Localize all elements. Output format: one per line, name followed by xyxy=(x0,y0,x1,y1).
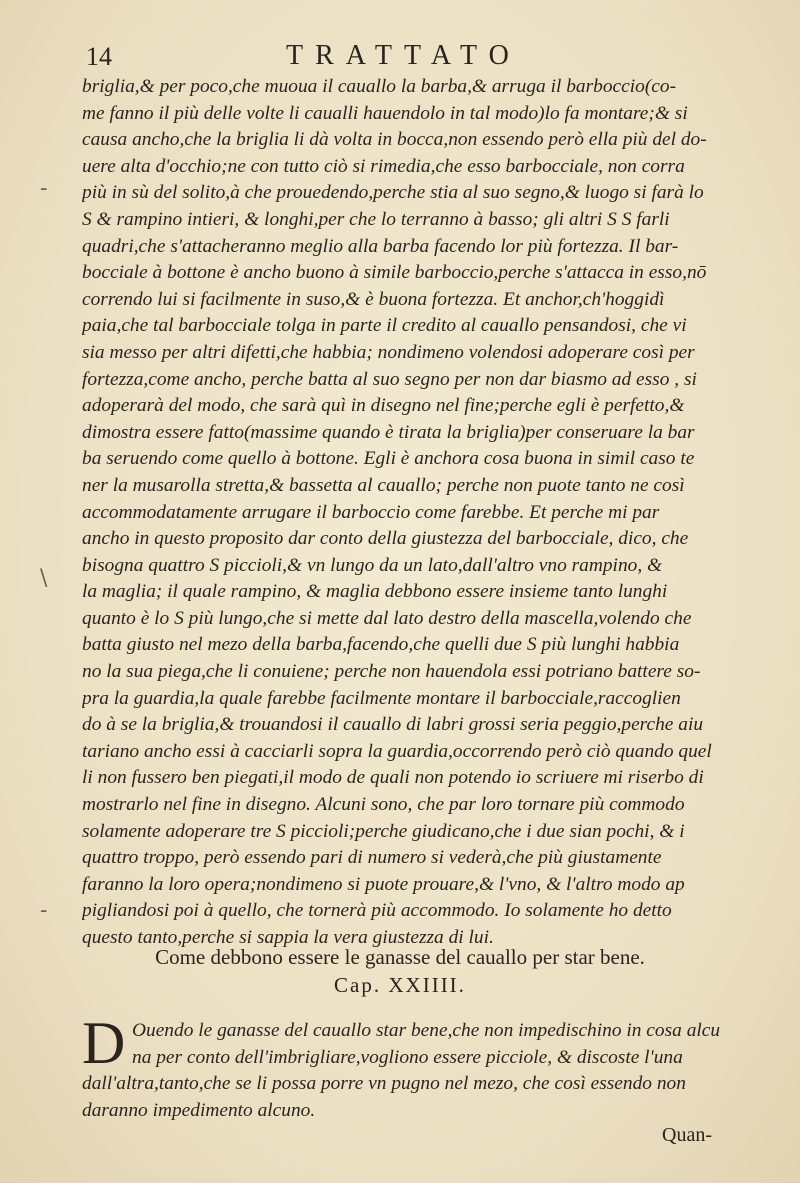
text-line: bocciale à bottone è ancho buono à simile barboccio,perche s'attacca in esso,nō xyxy=(82,262,707,284)
text-line: mostrarlo nel fine in disegno. Alcuni sono, che par loro tornare più commodo xyxy=(82,794,685,816)
text-line: quattro troppo, però essendo pari di numero si vederà,che più giustamente xyxy=(82,847,662,869)
text-line: paia,che tal barbocciale tolga in parte il credito al cauallo pensandosi, che vi xyxy=(82,315,687,337)
main-text xyxy=(82,74,762,952)
text-line: pra la guardia,la quale farebbe facilmente montare il barbocciale,raccoglien xyxy=(82,687,681,709)
text-line: tariano ancho essi à cacciarli sopra la guardia,occorrendo però ciò quando quel xyxy=(82,740,712,762)
text-line: ancho in questo proposito dar conto della giustezza del barbocciale, dico, che xyxy=(82,528,689,550)
page-header xyxy=(86,40,740,76)
text-line: no la sua piega,che li conuiene; perche non hauendola essi potriano battere so- xyxy=(82,661,701,683)
text-line: fortezza,come ancho, perche batta al suo segno per non dar biasmo ad esso , si xyxy=(82,368,697,390)
text-line: do à se la briglia,& trouandosi il cauallo di labri grossi seria peggio,perche aiu xyxy=(82,714,704,736)
text-line: accommodatamente arrugare il barboccio come farebbe. Et perche mi par xyxy=(82,501,660,523)
text-line: ner la musarolla stretta,& bassetta al cauallo; perche non puote tanto ne così xyxy=(82,474,685,496)
chapter-text-line: daranno impedimento alcuno. xyxy=(82,1099,316,1121)
text-line: dimostra essere fatto(massime quando è tirata la briglia)per conseruare la bar xyxy=(82,421,695,443)
text-line: quanto è lo S più lungo,che si mette dal lato destro della mascella,volendo che xyxy=(82,607,692,629)
text-line: me fanno il più delle volte li caualli hauendolo in tal modo)lo fa montare;& si xyxy=(82,102,688,124)
chapter-text-line: na per conto dell'imbrigliare,vogliono essere picciole, & discoste l'una xyxy=(132,1046,683,1068)
running-head: TRATTATO xyxy=(286,40,521,71)
text-line: correndo lui si facilmente in suso,& è buona fortezza. Et anchor,ch'hoggidì xyxy=(82,288,665,310)
text-line: pigliandosi poi à quello, che tornerà più accommodo. Io solamente ho detto xyxy=(82,900,672,922)
margin-mark: - xyxy=(40,176,48,201)
text-line: briglia,& per poco,che muoua il cauallo la barba,& arruga il barboccio(co- xyxy=(82,76,677,97)
text-line: uere alta d'occhio;ne con tutto ciò si rimedia,che esso barbocciale, non corra xyxy=(82,155,685,177)
text-line: questo tanto,perche si sappia la vera giustezza di lui. xyxy=(82,927,494,948)
text-line: adoperarà del modo, che sarà quì in disegno nel fine;perche egli è perfetto,& xyxy=(82,395,685,417)
margin-mark: \ xyxy=(40,566,48,591)
text-line: faranno la loro opera;nondimeno si puote prouare,& l'vno, & l'altro modo ap xyxy=(82,873,685,895)
text-line: batta giusto nel mezo della barba,facendo,che quelli due S più lunghi habbia xyxy=(82,634,680,656)
drop-cap: D xyxy=(82,1010,126,1076)
chapter-text-line: dall'altra,tanto,che se li possa porre vn pugno nel mezo, che così essendo non xyxy=(82,1073,686,1095)
chapter-title: Come debbono essere le ganasse del cauallo per star bene. xyxy=(155,945,645,969)
catchword: Quan- xyxy=(662,1124,712,1146)
text-line: causa ancho,che la briglia li dà volta in bocca,non essendo però ella più del do- xyxy=(82,129,707,151)
text-line: la maglia; il quale rampino, & maglia debbono essere insieme tanto lunghi xyxy=(82,581,668,603)
text-line: ba seruendo come quello à bottone. Egli è anchora cosa buona in simil caso te xyxy=(82,448,695,470)
margin-mark: - xyxy=(40,898,48,923)
text-line: più in sù del solito,à che prouedendo,perche stia al suo segno,& luogo si farà lo xyxy=(82,182,704,204)
chapter-text xyxy=(82,1018,762,1124)
text-line: sia messo per altri difetti,che habbia; nondimeno volendosi adoperare così per xyxy=(82,341,695,363)
text-line: S & rampino intieri, & longhi,per che lo terranno à basso; gli altri S S farli xyxy=(82,208,670,230)
text-line: bisogna quattro S piccioli,& vn lungo da un lato,dall'altro vno rampino, & xyxy=(82,554,663,576)
text-line: li non fussero ben piegati,il modo de quali non potendo io scriuere mi riserbo di xyxy=(82,767,704,789)
chapter-text-line: Ouendo le ganasse del cauallo star bene,che non impedischino in cosa alcu xyxy=(132,1020,721,1041)
page-number: 14 xyxy=(86,42,112,71)
text-line: solamente adoperare tre S piccioli;perche giudicano,che i due sian pochi, & i xyxy=(82,820,685,842)
chapter-number: Cap. XXIIII. xyxy=(334,973,466,997)
text-line: quadri,che s'attacheranno meglio alla barba facendo lor più fortezza. Il bar- xyxy=(82,235,679,257)
